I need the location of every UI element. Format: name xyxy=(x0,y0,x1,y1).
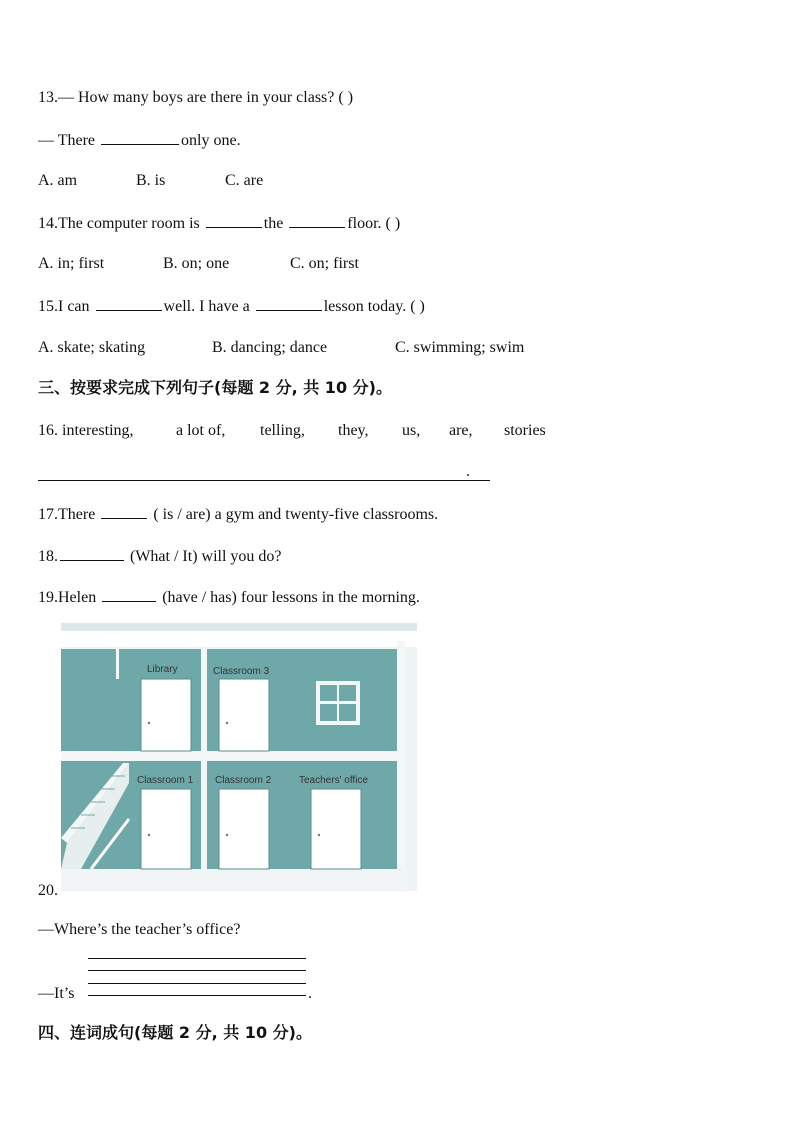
q15-stem xyxy=(38,296,425,317)
q13-reply xyxy=(38,130,241,151)
q18-pre: 18. xyxy=(38,548,58,565)
q14-mid: the xyxy=(263,215,284,232)
roof-edge xyxy=(61,623,417,631)
window xyxy=(316,681,360,725)
q19-post: (have / has) four lessons in the morning. xyxy=(162,589,420,606)
q14-pre: 14.The computer room is xyxy=(38,215,200,232)
q14-blank-2[interactable] xyxy=(289,213,345,228)
q15-option-a[interactable]: A. skate; skating xyxy=(38,339,146,356)
section-3-title: 三、按要求完成下列句子(每题 2 分, 共 10 分)。 xyxy=(38,378,392,397)
q16-word: telling, xyxy=(260,422,305,439)
door-knob xyxy=(226,722,228,724)
q14-option-c[interactable]: C. on; first xyxy=(290,255,359,272)
door-knob xyxy=(148,722,150,724)
door-knob xyxy=(148,834,150,836)
q19-pre: 19.Helen xyxy=(38,589,97,606)
room-divider xyxy=(116,649,119,679)
q20-answer-period: . xyxy=(308,985,312,1002)
q20-answer-line[interactable] xyxy=(88,995,306,996)
q13-blank[interactable] xyxy=(101,130,179,145)
q16-period: . xyxy=(466,463,470,480)
q15-blank-2[interactable] xyxy=(256,296,322,311)
right-pillar xyxy=(397,641,405,877)
q20-answer-line[interactable] xyxy=(88,970,306,971)
floor-divider xyxy=(61,751,403,761)
q13-reply-post: only one. xyxy=(181,132,241,149)
q15-mid: well. I have a xyxy=(163,298,250,315)
teachers-office-door xyxy=(311,789,361,869)
q19-blank[interactable] xyxy=(102,587,156,602)
q14-options xyxy=(38,254,359,274)
q20-number: 20. xyxy=(38,882,58,899)
classroom-1-door xyxy=(141,789,191,869)
q17-post: ( is / are) a gym and twenty-five classrooms. xyxy=(153,506,439,523)
q13-option-c[interactable]: C. are xyxy=(225,172,264,189)
q13-reply-pre: — There xyxy=(38,132,96,149)
q15-option-c[interactable]: C. swimming; swim xyxy=(395,339,525,356)
q17-stem xyxy=(38,504,438,525)
q14-post: floor. ( ) xyxy=(347,215,401,232)
q13-option-b[interactable]: B. is xyxy=(136,172,166,189)
q20-question: —Where’s the teacher’s office? xyxy=(38,921,241,938)
q13-option-a[interactable]: A. am xyxy=(38,172,78,189)
q20-answer-line[interactable] xyxy=(88,983,306,984)
q17-blank[interactable] xyxy=(101,504,147,519)
q16-word: they, xyxy=(338,422,369,439)
door-knob xyxy=(226,834,228,836)
section-4-title: 四、连词成句(每题 2 分, 共 10 分)。 xyxy=(38,1023,312,1042)
q20-answer-line[interactable] xyxy=(88,958,306,959)
q16-answer-line[interactable] xyxy=(38,480,490,481)
q15-post: lesson today. ( ) xyxy=(323,298,425,315)
classroom-2-door xyxy=(219,789,269,869)
q16-word: are, xyxy=(449,422,473,439)
q16-word: a lot of, xyxy=(176,422,226,439)
q18-stem xyxy=(38,546,282,567)
q17-pre: 17.There xyxy=(38,506,96,523)
q16-word: 16. interesting, xyxy=(38,422,134,439)
q14-stem xyxy=(38,213,400,234)
q19-stem xyxy=(38,587,420,608)
q15-blank-1[interactable] xyxy=(96,296,162,311)
q13-stem: 13.— How many boys are there in your class? ( ) xyxy=(38,89,354,106)
q14-blank-1[interactable] xyxy=(206,213,262,228)
q14-option-a[interactable]: A. in; first xyxy=(38,255,105,272)
q16-word: us, xyxy=(402,422,421,439)
classroom-3-door xyxy=(219,679,269,751)
q15-pre: 15.I can xyxy=(38,298,90,315)
q13-options xyxy=(38,171,263,191)
label-classroom-1: Classroom 1 xyxy=(137,775,194,786)
q18-post: (What / It) will you do? xyxy=(130,548,282,565)
door-knob xyxy=(318,834,320,836)
library-door xyxy=(141,679,191,751)
label-classroom-2: Classroom 2 xyxy=(215,775,272,786)
room-divider xyxy=(201,649,207,869)
q18-blank[interactable] xyxy=(60,546,124,561)
label-classroom-3: Classroom 3 xyxy=(213,666,270,677)
q20-answer-pre: —It’s xyxy=(38,985,75,1002)
q16-words xyxy=(38,421,546,441)
q16-word: stories xyxy=(504,422,546,439)
ground xyxy=(61,869,407,891)
label-teachers-office: Teachers' office xyxy=(299,775,368,786)
q15-option-b[interactable]: B. dancing; dance xyxy=(212,339,328,356)
roof-band xyxy=(61,631,417,647)
school-building-illustration xyxy=(61,623,417,891)
q15-options xyxy=(38,338,524,358)
q14-option-b[interactable]: B. on; one xyxy=(163,255,230,272)
label-library: Library xyxy=(147,664,178,675)
